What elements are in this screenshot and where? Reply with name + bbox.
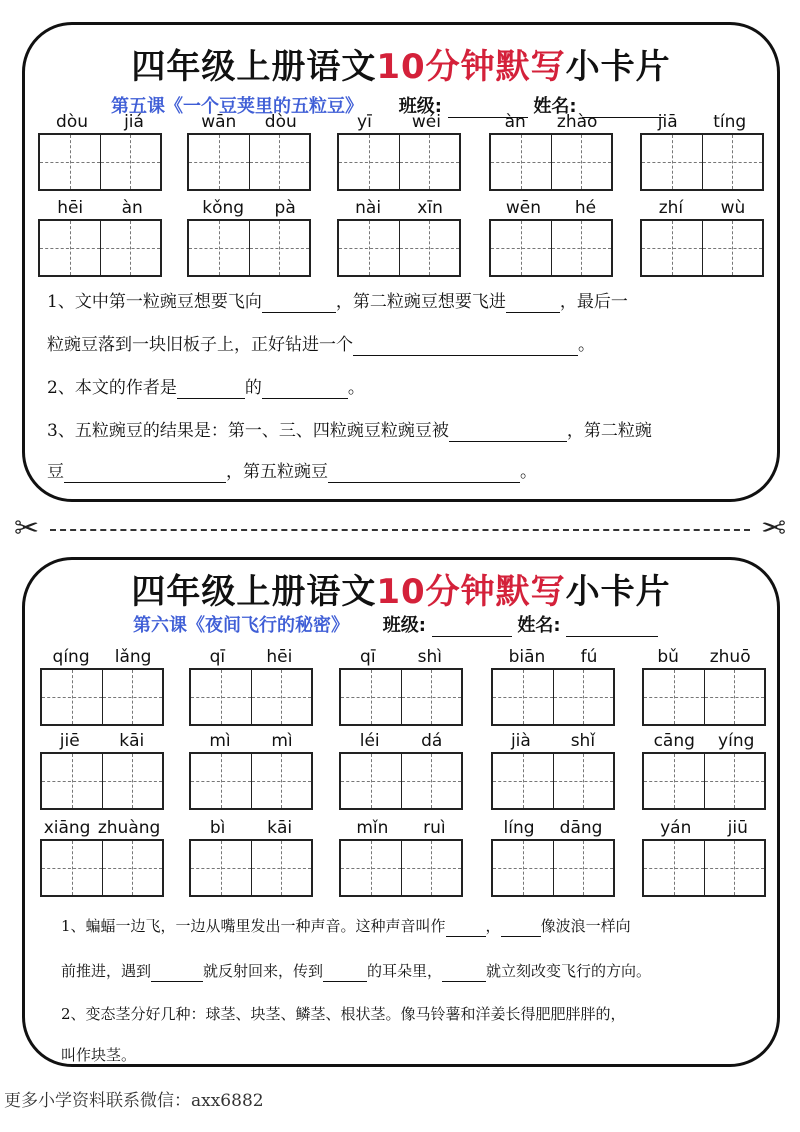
pinyin: líng bbox=[503, 818, 535, 838]
question-text: 3、五粒豌豆的结果是：第一、三、四粒豌豆粒豌豆被 bbox=[47, 421, 449, 441]
pinyin: tíng bbox=[713, 112, 747, 132]
pinyin: shì bbox=[417, 647, 442, 667]
question-text: ，第二粒豌 bbox=[566, 421, 652, 441]
pinyin: mì bbox=[271, 731, 293, 751]
char-box[interactable] bbox=[554, 841, 614, 895]
pinyin-word-group bbox=[339, 817, 463, 897]
writing-grid[interactable] bbox=[640, 219, 764, 277]
question-text: 。 bbox=[520, 462, 537, 482]
pinyin-word-group bbox=[40, 730, 164, 810]
pinyin: wéi bbox=[411, 112, 441, 132]
pinyin-word-group bbox=[489, 111, 613, 191]
pinyin: qíng bbox=[52, 647, 90, 667]
char-box[interactable] bbox=[400, 135, 460, 189]
writing-grid[interactable] bbox=[640, 133, 764, 191]
card-title bbox=[25, 39, 777, 88]
pinyin: zhào bbox=[556, 112, 598, 132]
scissors-icon: ✂ bbox=[14, 511, 40, 546]
pinyin-word-group bbox=[189, 646, 313, 726]
pinyin: zhí bbox=[658, 198, 684, 218]
char-box[interactable] bbox=[491, 221, 552, 275]
pinyin: wù bbox=[720, 198, 746, 218]
pinyin-word-group bbox=[339, 646, 463, 726]
question-1 bbox=[47, 291, 759, 313]
writing-grid[interactable] bbox=[38, 219, 162, 277]
pinyin: qī bbox=[209, 647, 226, 667]
name-label: 姓名: bbox=[517, 615, 561, 636]
char-box[interactable] bbox=[191, 841, 252, 895]
pinyin: jiá bbox=[124, 112, 144, 132]
question-text: ， bbox=[485, 917, 501, 935]
dictation-card-lesson-6 bbox=[22, 557, 780, 1067]
writing-grid[interactable] bbox=[40, 752, 164, 810]
char-box[interactable] bbox=[705, 754, 765, 808]
pinyin-word-group bbox=[187, 197, 311, 277]
writing-grid[interactable] bbox=[40, 839, 164, 897]
pinyin-word-group bbox=[38, 197, 162, 277]
pinyin: bì bbox=[209, 818, 226, 838]
char-box[interactable] bbox=[491, 135, 552, 189]
char-box[interactable] bbox=[250, 221, 310, 275]
lesson-header bbox=[133, 611, 773, 637]
writing-grid[interactable] bbox=[38, 133, 162, 191]
pinyin: hé bbox=[574, 198, 597, 218]
char-box[interactable] bbox=[703, 221, 763, 275]
answer-blank[interactable] bbox=[328, 464, 520, 483]
pinyin: jiē bbox=[59, 731, 80, 751]
pinyin: mì bbox=[209, 731, 231, 751]
class-field[interactable] bbox=[432, 618, 512, 637]
answer-blank[interactable] bbox=[151, 963, 203, 982]
char-box[interactable] bbox=[341, 754, 402, 808]
char-box[interactable] bbox=[101, 221, 161, 275]
pinyin: hēi bbox=[57, 198, 84, 218]
pinyin-word-group bbox=[640, 111, 764, 191]
footer-contact: 更多小学资料联系微信：axx6882 bbox=[4, 1091, 264, 1111]
char-box[interactable] bbox=[339, 135, 400, 189]
question-text: 粒豌豆落到一块旧板子上，正好钻进一个 bbox=[47, 335, 353, 355]
pinyin-word-group bbox=[339, 730, 463, 810]
question-text: ，最后一 bbox=[559, 292, 628, 312]
pinyin-word-group bbox=[337, 197, 461, 277]
question-text: 就反射回来，传到 bbox=[203, 962, 324, 980]
answer-blank[interactable] bbox=[177, 380, 245, 399]
pinyin: yī bbox=[357, 112, 372, 132]
answer-blank[interactable] bbox=[323, 963, 367, 982]
char-box[interactable] bbox=[400, 221, 460, 275]
pinyin: jiā bbox=[657, 112, 678, 132]
class-label: 班级: bbox=[398, 96, 442, 117]
pinyin: kǒng bbox=[202, 198, 245, 218]
writing-grid[interactable] bbox=[491, 668, 615, 726]
answer-blank[interactable] bbox=[262, 380, 348, 399]
pinyin: hēi bbox=[266, 647, 293, 667]
question-text: ，第五粒豌豆 bbox=[226, 462, 328, 482]
char-box[interactable] bbox=[642, 135, 703, 189]
char-box[interactable] bbox=[189, 221, 250, 275]
question-2-cont bbox=[61, 1044, 759, 1066]
pinyin: dòu bbox=[56, 112, 88, 132]
char-box[interactable] bbox=[402, 670, 462, 724]
char-box[interactable] bbox=[493, 670, 554, 724]
answer-blank[interactable] bbox=[353, 337, 578, 356]
char-box[interactable] bbox=[493, 841, 554, 895]
pinyin: ruì bbox=[423, 818, 446, 838]
title-part: 小卡片 bbox=[565, 572, 671, 612]
answer-blank[interactable] bbox=[64, 464, 226, 483]
writing-grid[interactable] bbox=[491, 752, 615, 810]
writing-grid[interactable] bbox=[642, 839, 766, 897]
pinyin: dāng bbox=[559, 818, 603, 838]
pinyin: pà bbox=[274, 198, 296, 218]
scissors-icon: ✂ bbox=[760, 511, 786, 546]
question-text: 2、变态茎分好几种：球茎、块茎、鳞茎、根状茎。像马铃薯和洋姜长得肥肥胖胖的， bbox=[61, 1005, 626, 1023]
question-3 bbox=[47, 420, 759, 442]
writing-grid[interactable] bbox=[189, 668, 313, 726]
answer-blank[interactable] bbox=[442, 963, 486, 982]
char-box[interactable] bbox=[493, 754, 554, 808]
pinyin-word-group bbox=[337, 111, 461, 191]
char-box[interactable] bbox=[341, 670, 402, 724]
pinyin: xiāng bbox=[43, 818, 91, 838]
pinyin: yán bbox=[660, 818, 692, 838]
question-text: ，第二粒豌豆想要飞进 bbox=[335, 292, 506, 312]
pinyin-word-group bbox=[40, 646, 164, 726]
pinyin: àn bbox=[121, 198, 143, 218]
char-box[interactable] bbox=[703, 135, 763, 189]
pinyin-word-group bbox=[491, 817, 615, 897]
question-text: 2、本文的作者是 bbox=[47, 378, 177, 398]
question-text: 叫作块茎。 bbox=[61, 1046, 137, 1064]
pinyin-word-group bbox=[642, 646, 766, 726]
pinyin: àn bbox=[504, 112, 526, 132]
writing-grid[interactable] bbox=[339, 752, 463, 810]
writing-grid[interactable] bbox=[187, 133, 311, 191]
char-box[interactable] bbox=[705, 670, 765, 724]
char-box[interactable] bbox=[341, 841, 402, 895]
question-text: 像波浪一样向 bbox=[540, 917, 631, 935]
pinyin: qī bbox=[360, 647, 376, 667]
question-text: 的耳朵里， bbox=[367, 962, 443, 980]
title-highlight: 10分钟默写 bbox=[376, 47, 566, 87]
pinyin-word-group bbox=[187, 111, 311, 191]
pinyin: wēn bbox=[505, 198, 542, 218]
writing-grid[interactable] bbox=[337, 219, 461, 277]
question-text: 的 bbox=[244, 378, 262, 398]
answer-blank[interactable] bbox=[446, 918, 486, 937]
question-text: 1、文中第一粒豌豆想要飞向 bbox=[47, 292, 262, 312]
question-1-cont bbox=[47, 334, 759, 356]
pinyin: bǔ bbox=[657, 647, 679, 667]
pinyin-word-group bbox=[38, 111, 162, 191]
writing-grid[interactable] bbox=[189, 839, 313, 897]
pinyin: léi bbox=[359, 731, 380, 751]
pinyin-word-group bbox=[189, 730, 313, 810]
question-1 bbox=[61, 915, 759, 937]
char-box[interactable] bbox=[644, 754, 705, 808]
card-title bbox=[25, 564, 777, 613]
pinyin: jiū bbox=[727, 818, 748, 838]
answer-blank[interactable] bbox=[449, 423, 567, 442]
question-2 bbox=[61, 1003, 759, 1025]
char-box[interactable] bbox=[191, 754, 252, 808]
char-box[interactable] bbox=[252, 754, 312, 808]
question-text: 。 bbox=[347, 378, 365, 398]
char-box[interactable] bbox=[552, 135, 612, 189]
char-box[interactable] bbox=[191, 670, 252, 724]
char-box[interactable] bbox=[189, 135, 250, 189]
class-label: 班级: bbox=[382, 615, 426, 636]
writing-grid[interactable] bbox=[337, 133, 461, 191]
question-text: 1、蝙蝠一边飞，一边从嘴里发出一种声音。这种声音叫作 bbox=[61, 917, 446, 935]
char-box[interactable] bbox=[642, 221, 703, 275]
writing-grid[interactable] bbox=[489, 219, 613, 277]
char-box[interactable] bbox=[101, 135, 161, 189]
dictation-card-lesson-5 bbox=[22, 22, 780, 502]
pinyin: zhuō bbox=[709, 647, 751, 667]
writing-grid[interactable] bbox=[642, 752, 766, 810]
writing-grid[interactable] bbox=[187, 219, 311, 277]
answer-blank[interactable] bbox=[262, 294, 336, 313]
pinyin: nài bbox=[355, 198, 382, 218]
pinyin-word-group bbox=[189, 817, 313, 897]
pinyin: cāng bbox=[653, 731, 695, 751]
lesson-name: 第五课《一个豆荚里的五粒豆》 bbox=[111, 96, 363, 117]
question-2 bbox=[47, 377, 759, 399]
pinyin: dá bbox=[421, 731, 443, 751]
writing-grid[interactable] bbox=[339, 668, 463, 726]
answer-blank[interactable] bbox=[501, 918, 541, 937]
char-box[interactable] bbox=[339, 221, 400, 275]
pinyin: kāi bbox=[119, 731, 145, 751]
title-highlight: 10分钟默写 bbox=[376, 572, 566, 612]
question-text: 就立刻改变飞行的方向。 bbox=[486, 962, 652, 980]
pinyin: shǐ bbox=[570, 731, 596, 751]
char-box[interactable] bbox=[402, 754, 462, 808]
writing-grid[interactable] bbox=[489, 133, 613, 191]
name-label: 姓名: bbox=[533, 96, 577, 117]
cut-line-divider bbox=[50, 529, 750, 531]
answer-blank[interactable] bbox=[506, 294, 560, 313]
pinyin-word-group bbox=[640, 197, 764, 277]
writing-grid[interactable] bbox=[642, 668, 766, 726]
name-field[interactable] bbox=[566, 618, 658, 637]
writing-grid[interactable] bbox=[40, 668, 164, 726]
title-part: 小卡片 bbox=[565, 47, 671, 87]
char-box[interactable] bbox=[644, 841, 705, 895]
pinyin: yíng bbox=[718, 731, 755, 751]
pinyin: wān bbox=[201, 112, 237, 132]
char-box[interactable] bbox=[42, 670, 103, 724]
char-box[interactable] bbox=[552, 221, 612, 275]
lesson-name: 第六课《夜间飞行的秘密》 bbox=[133, 615, 349, 636]
title-part: 四年级上册语文 bbox=[131, 572, 377, 612]
char-box[interactable] bbox=[40, 135, 101, 189]
char-box[interactable] bbox=[644, 670, 705, 724]
char-box[interactable] bbox=[250, 135, 310, 189]
char-box[interactable] bbox=[252, 670, 312, 724]
pinyin: dòu bbox=[264, 112, 297, 132]
pinyin: kāi bbox=[267, 818, 293, 838]
pinyin: lǎng bbox=[114, 647, 152, 667]
writing-grid[interactable] bbox=[189, 752, 313, 810]
question-3-cont bbox=[47, 461, 759, 483]
char-box[interactable] bbox=[40, 221, 101, 275]
question-text: 豆 bbox=[47, 462, 64, 482]
pinyin: xīn bbox=[417, 198, 443, 218]
pinyin: fú bbox=[580, 647, 598, 667]
pinyin: biān bbox=[508, 647, 546, 667]
char-box[interactable] bbox=[42, 754, 103, 808]
question-text: 。 bbox=[578, 335, 595, 355]
pinyin-word-group bbox=[491, 646, 615, 726]
question-1-cont bbox=[61, 960, 759, 982]
char-box[interactable] bbox=[103, 754, 163, 808]
title-part: 四年级上册语文 bbox=[131, 47, 377, 87]
char-box[interactable] bbox=[554, 670, 614, 724]
writing-grid[interactable] bbox=[339, 839, 463, 897]
pinyin: mǐn bbox=[356, 818, 389, 838]
pinyin-word-group bbox=[491, 730, 615, 810]
pinyin: zhuàng bbox=[97, 818, 161, 838]
char-box[interactable] bbox=[402, 841, 462, 895]
char-box[interactable] bbox=[103, 841, 163, 895]
char-box[interactable] bbox=[554, 754, 614, 808]
pinyin-word-group bbox=[642, 730, 766, 810]
pinyin-word-group bbox=[642, 817, 766, 897]
pinyin-word-group bbox=[489, 197, 613, 277]
question-text: 前推进，遇到 bbox=[61, 962, 152, 980]
writing-grid[interactable] bbox=[491, 839, 615, 897]
char-box[interactable] bbox=[705, 841, 765, 895]
char-box[interactable] bbox=[42, 841, 103, 895]
char-box[interactable] bbox=[103, 670, 163, 724]
pinyin-word-group bbox=[40, 817, 164, 897]
pinyin: jià bbox=[510, 731, 531, 751]
char-box[interactable] bbox=[252, 841, 312, 895]
